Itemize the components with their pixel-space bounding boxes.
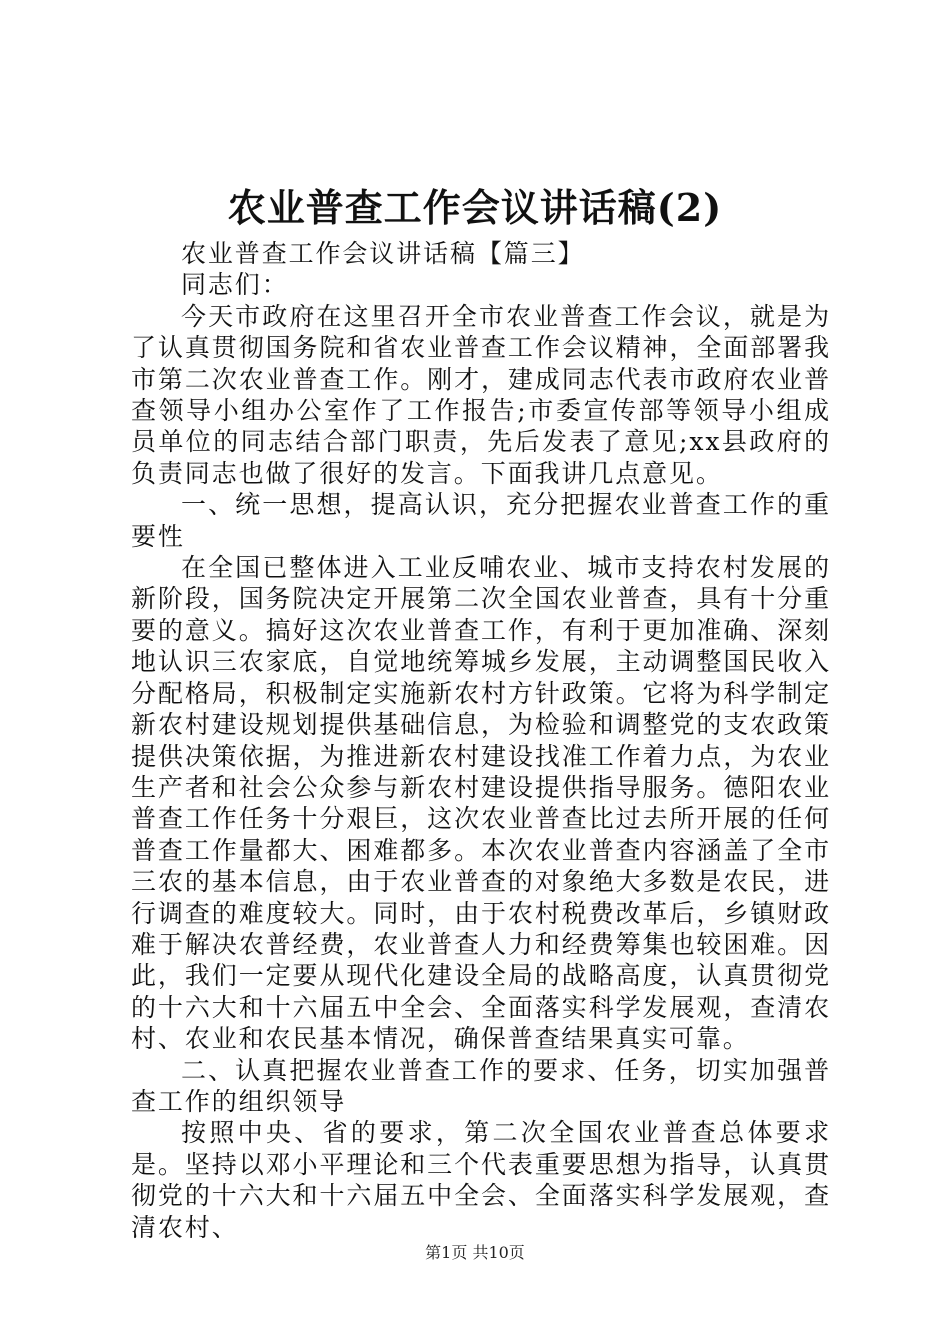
intro-paragraph: 今天市政府在这里召开全市农业普查工作会议，就是为了认真贯彻国务院和省农业普查工作会议精神，全面部署我市第二次农业普查工作。刚才，建成同志代表市政府农业普查领导小组办公室作了工作报告;市委宣传部等领导小组成员单位的同志结合部门职责，先后发表了意见;xx县政府的负责同志也做了很好的发言。下面我讲几点意见。	[131, 301, 831, 488]
section-1-paragraph: 在全国已整体进入工业反哺农业、城市支持农村发展的新阶段，国务院决定开展第二次全国农业普查，具有十分重要的意义。搞好这次农业普查工作，有利于更加准确、深刻地认识三农家底，自觉地统筹城乡发展，主动调整国民收入分配格局，积极制定实施新农村方针政策。它将为科学制定新农村建设规划提供基础信息，为检验和调整党的支农政策提供决策依据，为推进新农村建设找准工作着力点，为农业生产者和社会公众参与新农村建设提供指导服务。德阳农业普查工作任务十分艰巨，这次农业普查比过去所开展的任何普查工作量都大、困难都多。本次农业普查内容涵盖了全市三农的基本信息，由于农业普查的对象绝大多数是农民，进行调查的难度较大。同时，由于农村税费改革后，乡镇财政难于解决农普经费，农业普查人力和经费筹集也较困难。因此，我们一定要从现代化建设全局的战略高度，认真贯彻党的十六大和十六届五中全会、全面落实科学发展观，查清农村、农业和农民基本情况，确保普查结果真实可靠。	[131, 553, 831, 1054]
page-footer: 第1页 共10页	[425, 1243, 525, 1262]
section-2-paragraph: 按照中央、省的要求，第二次全国农业普查总体要求是。坚持以邓小平理论和三个代表重要思想为指导，认真贯彻党的十六大和十六届五中全会、全面落实科学发展观，查清农村、	[131, 1118, 831, 1242]
section-heading-2: 二、认真把握农业普查工作的要求、任务，切实加强普查工作的组织领导	[131, 1055, 831, 1116]
subtitle-paragraph: 农业普查工作会议讲话稿【篇三】	[181, 239, 585, 268]
document-title: 农业普查工作会议讲话稿(2)	[227, 185, 723, 230]
section-heading-1: 一、统一思想，提高认识，充分把握农业普查工作的重要性	[131, 490, 831, 551]
document-body	[131, 238, 831, 1243]
salutation-paragraph: 同志们：	[181, 270, 289, 300]
